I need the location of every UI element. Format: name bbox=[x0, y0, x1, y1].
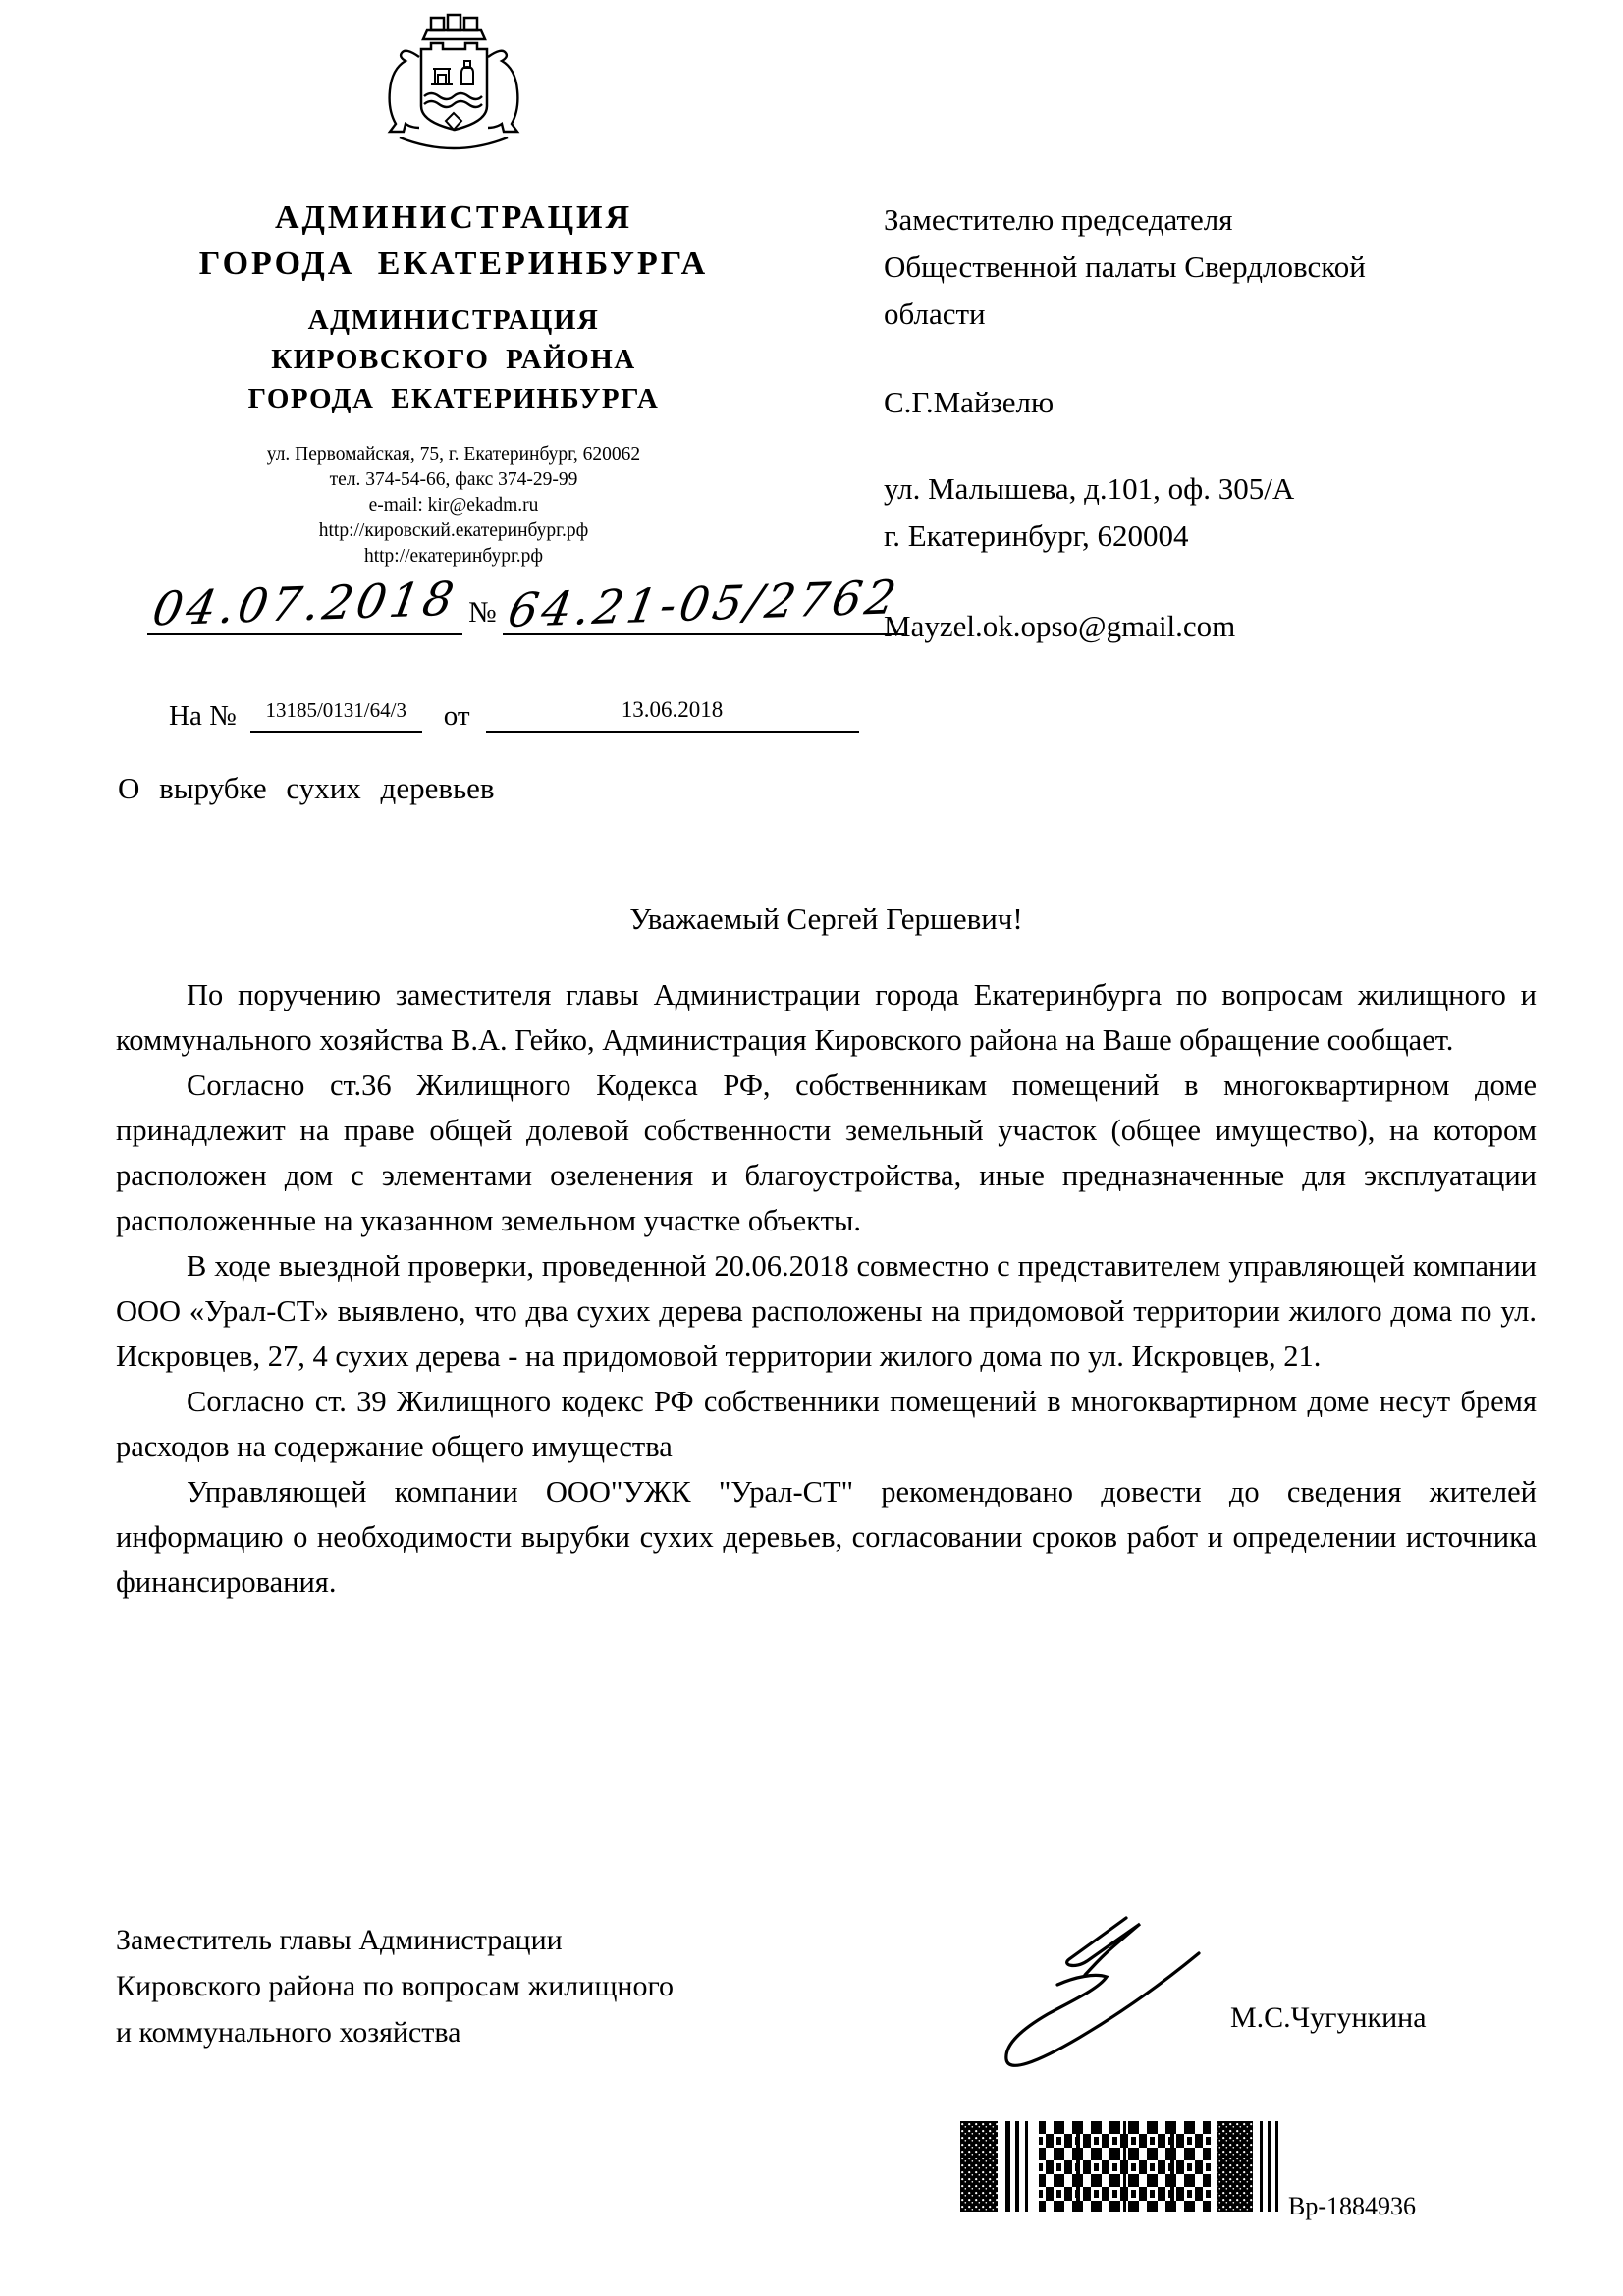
letterhead-email: e-mail: kir@ekadm.ru bbox=[368, 495, 539, 516]
letterhead bbox=[110, 12, 797, 570]
outgoing-date-handwritten: 04.07.2018 bbox=[148, 572, 461, 637]
subject-line: О вырубке сухих деревьев bbox=[118, 771, 495, 805]
recipient-block bbox=[884, 196, 1473, 650]
letterhead-contacts bbox=[110, 442, 797, 570]
letterhead-phone-fax: тел. 374-54-66, факс 374-29-99 bbox=[329, 469, 578, 490]
signer-name: М.С.Чугункина bbox=[1230, 2001, 1427, 2034]
spacer bbox=[884, 338, 1473, 379]
registration-barcode-icon bbox=[960, 2121, 1279, 2212]
recipient-title-line2: Общественной палаты Свердловской bbox=[884, 249, 1366, 284]
signer-title bbox=[116, 1917, 674, 2055]
letterhead-website-district: http://кировский.екатеринбург.рф bbox=[318, 520, 589, 541]
dept-name-line2: КИРОВСКОГО РАЙОНА bbox=[271, 344, 636, 375]
signer-title-line1: Заместитель главы Администрации bbox=[116, 1924, 563, 1956]
incoming-number-field: 13185/0131/64/3 bbox=[250, 698, 422, 733]
body-paragraph-4: Согласно ст. 39 Жилищного кодекс РФ собственники помещений в многоквартирном доме несут бремя расходов на содержание общего имущества bbox=[116, 1385, 1537, 1463]
body-paragraph-3: В ходе выездной проверки, проведенной 20.06.2018 совместно с представителем управляющей компании ООО «Урал-СТ» выявлено, что два сухих дерева расположены на придомовой территории жилого дома по ул. Искровцев, 27, 4 сухих дерева - на придомовой территории жилого дома по ул. Искровцев, 21. bbox=[116, 1249, 1537, 1373]
recipient-city-zip: г. Екатеринбург, 620004 bbox=[884, 519, 1189, 553]
recipient-street-address: ул. Малышева, д.101, оф. 305/А bbox=[884, 471, 1295, 506]
recipient-email: Mayzel.ok.opso@gmail.com bbox=[884, 609, 1236, 643]
number-sign: № bbox=[468, 596, 497, 629]
yekaterinburg-coat-of-arms-icon bbox=[360, 12, 547, 169]
outgoing-number-handwritten: 64.21-05/2762 bbox=[503, 570, 904, 639]
letter-body bbox=[116, 972, 1537, 1605]
body-paragraph-5: Управляющей компании ООО"УЖК "Урал-СТ" рекомендовано довести до сведения жителей информацию о необходимости вырубки сухих деревьев, согласовании сроков работ и определении источника финансирования. bbox=[116, 1475, 1537, 1599]
outgoing-reference-row bbox=[147, 570, 904, 662]
incoming-reference-row bbox=[169, 697, 859, 733]
handwritten-signature bbox=[997, 1890, 1213, 2097]
recipient-title-line3: области bbox=[884, 297, 986, 331]
body-paragraph-2: Согласно ст.36 Жилищного Кодекса РФ, собственникам помещений в многоквартирном доме принадлежит на праве общей долевой собственности земельный участок (общее имущество), на котором расположен дом с элементами озеленения и благоустройства, иные предназначенные для эксплуатации расположенные на указанном земельном участке объекты. bbox=[116, 1068, 1537, 1237]
org-name bbox=[110, 194, 797, 287]
dept-name-line3: ГОРОДА ЕКАТЕРИНБУРГА bbox=[247, 383, 660, 414]
reply-from-label: от bbox=[443, 700, 470, 732]
org-name-line2: ГОРОДА ЕКАТЕРИНБУРГА bbox=[198, 246, 709, 282]
org-name-line1: АДМИНИСТРАЦИЯ bbox=[274, 199, 633, 236]
recipient-title-line1: Заместителю председателя bbox=[884, 202, 1233, 237]
dept-name-line1: АДМИНИСТРАЦИЯ bbox=[307, 304, 600, 336]
body-paragraph-1: По поручению заместителя главы Администрации города Екатеринбурга по вопросам жилищного и коммунального хозяйства В.А. Гейко, Администрация Кировского района на Ваше обращение сообщает. bbox=[116, 978, 1537, 1057]
spacer bbox=[884, 426, 1473, 465]
barcode-label: Вр-1884936 bbox=[1288, 2192, 1416, 2220]
outgoing-date-field bbox=[147, 572, 462, 637]
reply-prefix: На № bbox=[169, 700, 237, 732]
signer-title-line3: и коммунального хозяйства bbox=[116, 2016, 461, 2049]
incoming-date-field: 13.06.2018 bbox=[486, 697, 859, 733]
letterhead-postal-address: ул. Первомайская, 75, г. Екатеринбург, 620062 bbox=[266, 444, 641, 465]
letterhead-website-city: http://екатеринбург.рф bbox=[363, 546, 544, 567]
dept-name bbox=[110, 301, 797, 418]
spacer bbox=[884, 560, 1473, 603]
salutation: Уважаемый Сергей Гершевич! bbox=[629, 902, 1023, 936]
recipient-name: С.Г.Майзелю bbox=[884, 385, 1055, 419]
signer-title-line2: Кировского района по вопросам жилищного bbox=[116, 1970, 675, 2002]
outgoing-number-field bbox=[503, 570, 905, 639]
